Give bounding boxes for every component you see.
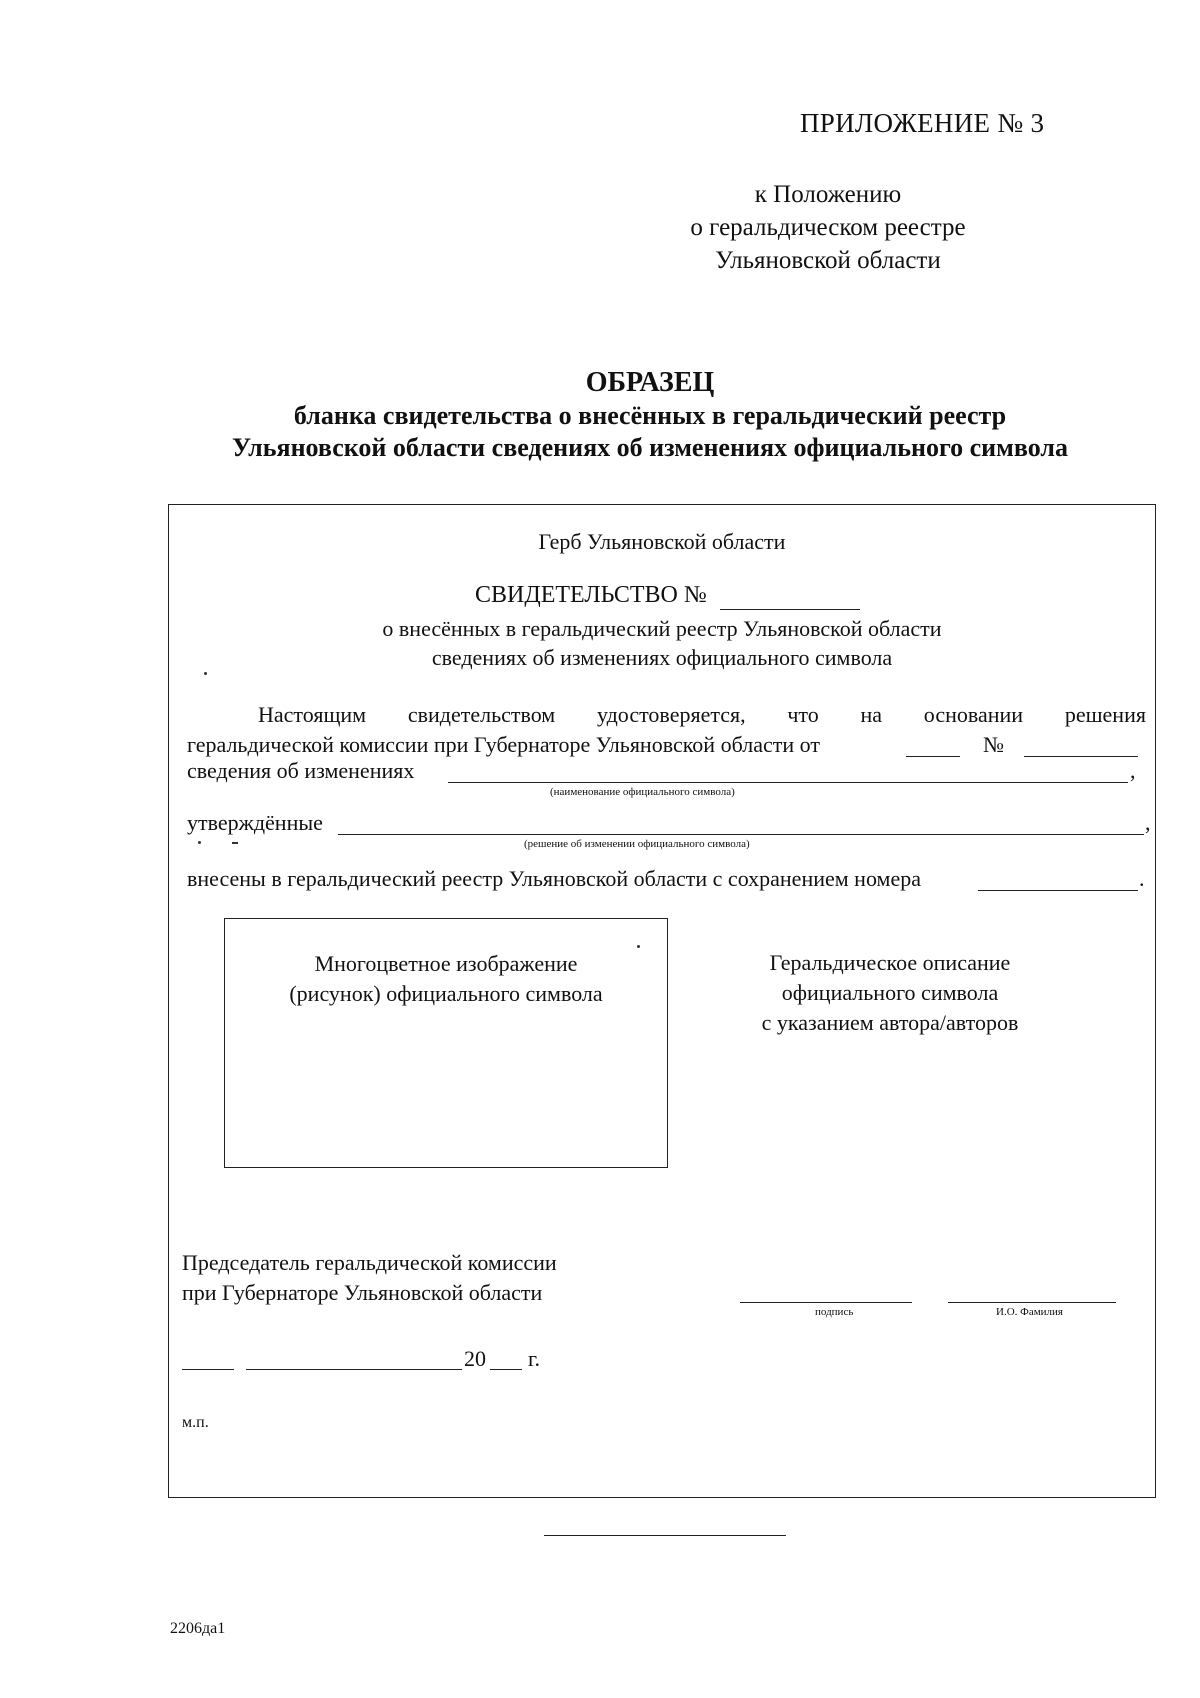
symbol-image-caption	[225, 949, 667, 1009]
symbol-name-line[interactable]	[448, 782, 1128, 783]
body-word: основании	[923, 702, 1024, 727]
symbol-image-caption-1: Многоцветное изображение	[314, 951, 578, 976]
speck-mark	[198, 841, 201, 844]
speck-mark	[204, 672, 207, 675]
body-line-2: геральдической комиссии при Губернаторе Ульяновской области от	[187, 732, 820, 757]
appendix-reference-line-2: о геральдическом реестре	[690, 214, 966, 241]
year-line[interactable]	[490, 1369, 522, 1370]
changes-comma: ,	[1130, 758, 1136, 783]
year-suffix: г.	[528, 1346, 541, 1371]
body-word: Настоящим	[258, 702, 367, 727]
heraldic-description-2: официального символа	[781, 980, 999, 1005]
body-word: удостоверяется,	[596, 702, 746, 727]
date-day-line[interactable]	[182, 1369, 234, 1370]
sample-subtitle-1: бланка свидетельства о внесённых в геральдический реестр	[293, 401, 1007, 430]
closing-rule	[544, 1535, 786, 1536]
full-name-hint: И.О. Фамилия	[996, 1306, 1063, 1318]
sample-title: ОБРАЗЕЦ	[585, 367, 715, 398]
chairman-label-1: Председатель геральдической комиссии	[182, 1250, 557, 1275]
body-word: что	[787, 702, 819, 727]
decision-date-line[interactable]	[906, 756, 960, 757]
body-line-1	[258, 702, 1146, 728]
heraldic-description-3: с указанием автора/авторов	[761, 1010, 1019, 1035]
appendix-reference	[648, 178, 1008, 277]
certificate-subtitle-1: о внесённых в геральдический реестр Ульяновской области	[382, 616, 942, 641]
signature-line[interactable]	[740, 1302, 912, 1303]
entered-period: .	[1139, 866, 1145, 891]
symbol-image-caption-2: (рисунок) официального символа	[289, 981, 603, 1006]
symbol-image-box	[224, 918, 668, 1168]
approved-label: утверждённые	[187, 810, 323, 835]
appendix-title: ПРИЛОЖЕНИЕ № 3	[800, 108, 1045, 138]
body-word: на	[860, 702, 883, 727]
decision-line[interactable]	[338, 834, 1144, 835]
footer-code: 2206да1	[170, 1620, 226, 1637]
registry-number-line[interactable]	[978, 890, 1138, 891]
chairman-label	[182, 1248, 557, 1308]
certificate-subtitle-2: сведениях об изменениях официального символа	[431, 645, 893, 670]
appendix-reference-line-3: Ульяновской области	[715, 247, 941, 274]
decision-number-line[interactable]	[1024, 756, 1138, 757]
signature-hint: подпись	[815, 1306, 854, 1318]
number-sign: №	[983, 732, 1004, 757]
speck-mark	[637, 945, 640, 948]
decision-hint: (решение об изменении официального символа)	[524, 838, 750, 850]
stamp-label: м.п.	[182, 1414, 209, 1431]
sample-subtitle-2: Ульяновской области сведениях об изменениях официального символа	[232, 433, 1068, 462]
coat-of-arms-label: Герб Ульяновской области	[538, 529, 786, 554]
certificate-title: СВИДЕТЕЛЬСТВО №	[475, 582, 707, 608]
heraldic-description-1: Геральдическое описание	[769, 950, 1011, 975]
certificate-number-line[interactable]	[720, 609, 860, 610]
symbol-name-hint: (наименование официального символа)	[550, 786, 735, 798]
body-word: свидетельством	[407, 702, 556, 727]
changes-label: сведения об изменениях	[187, 758, 415, 783]
sample-heading	[150, 366, 1150, 464]
body-word: решения	[1064, 702, 1146, 727]
chairman-label-2: при Губернаторе Ульяновской области	[182, 1280, 543, 1305]
year-prefix: 20	[464, 1346, 486, 1371]
approved-comma: ,	[1145, 810, 1151, 835]
heraldic-description	[705, 948, 1075, 1038]
full-name-line[interactable]	[948, 1302, 1116, 1303]
date-month-line[interactable]	[246, 1369, 462, 1370]
speck-mark	[232, 842, 238, 844]
appendix-reference-line-1: к Положению	[754, 181, 902, 208]
entered-text: внесены в геральдический реестр Ульяновской области с сохранением номера	[187, 866, 921, 891]
